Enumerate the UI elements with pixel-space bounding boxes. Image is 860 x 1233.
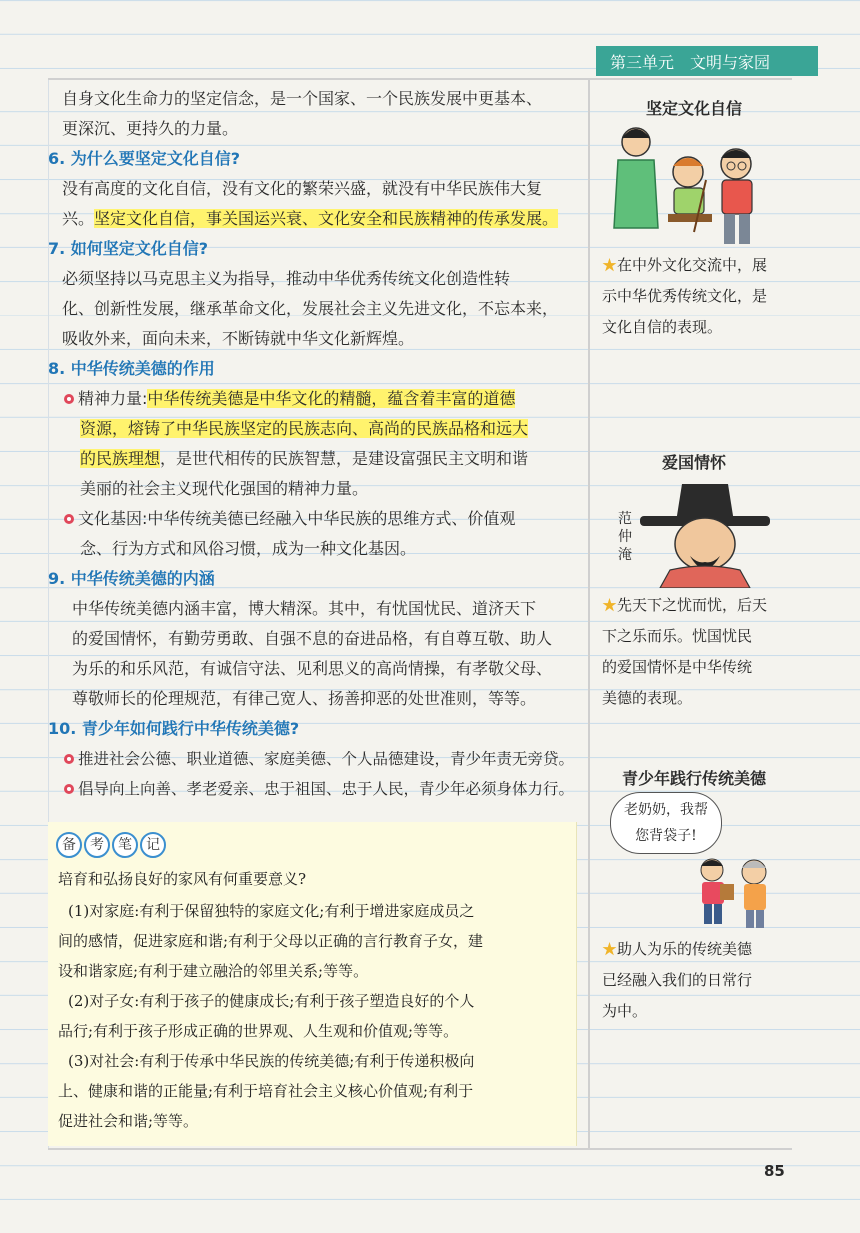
answer-line: 兴。坚定文化自信，事关国运兴衰、文化安全和民族精神的传承发展。 <box>62 209 559 228</box>
intro-line: 更深沉、更持久的力量。 <box>62 119 239 138</box>
answer-line: 的爱国情怀，有勤劳勇敢、自强不息的奋进品格，有自尊互敬、助人 <box>72 629 553 648</box>
notes-line: 品行;有利于孩子形成正确的世界观、人生观和价值观;等等。 <box>58 1022 459 1040</box>
answer-line <box>48 414 584 444</box>
notes-line: 设和谐家庭;有利于建立融洽的邻里关系;等等。 <box>58 962 369 980</box>
answer-line: 念、行为方式和风俗习惯，成为一种文化基因。 <box>80 539 417 558</box>
highlighted-text: 坚定文化自信，事关国运兴衰、文化安全和民族精神的传承发展。 <box>94 209 559 228</box>
notes-title: 备 考 笔 记 <box>56 832 168 858</box>
unit-label: 第三单元 <box>610 52 675 72</box>
page-number: 85 <box>764 1162 785 1180</box>
answer-line: 化、创新性发展，继承革命文化，发展社会主义先进文化，不忘本来， <box>62 299 559 318</box>
fan-zhongyan-portrait <box>640 478 780 588</box>
sidebar-youth-virtue <box>596 766 792 844</box>
answer-line: 没有高度的文化自信，没有文化的繁荣兴盛，就没有中华民族伟大复 <box>62 179 543 198</box>
highlighted-text: 的民族理想 <box>80 449 161 468</box>
answer-line: 的民族理想，是世代相传的民族智慧，是建设富强民主文明和谐 <box>80 449 529 468</box>
bullet-icon <box>64 514 74 524</box>
study-notes-box <box>48 822 577 1146</box>
sidebar-title: 坚定文化自信 <box>645 99 742 118</box>
bullet-icon <box>64 784 74 794</box>
question-8-title: 8. 中华传统美德的作用 <box>48 359 215 378</box>
unit-title: 文明与家园 <box>690 52 771 72</box>
notes-question: 培育和弘扬良好的家风有何重要意义? <box>58 870 307 888</box>
notes-line: 促进社会和谐;等等。 <box>58 1112 199 1130</box>
star-icon: ★ <box>602 596 618 614</box>
notes-line: (1)对家庭:有利于保留独特的家庭文化;有利于增进家庭成员之 <box>68 902 475 920</box>
star-icon: ★ <box>602 940 618 958</box>
intro-line: 自身文化生命力的坚定信念，是一个国家、一个民族发展中更基本、 <box>62 89 543 108</box>
answer-line: 为乐的和乐风范，有诚信守法、见利思义的高尚情操，有孝敬父母、 <box>72 659 553 678</box>
unit-header <box>596 46 818 76</box>
sidebar-culture-confidence <box>596 96 792 119</box>
speech-bubble: 老奶奶，我帮 您背袋子! <box>610 792 722 854</box>
notes-line: 上、健康和谐的正能量;有利于培育社会主义核心价值观;有利于 <box>58 1082 474 1100</box>
bullet-icon <box>64 394 74 404</box>
question-10-title: 10. 青少年如何践行中华传统美德? <box>48 719 300 738</box>
sidebar-title: 爱国情怀 <box>661 453 726 472</box>
figure-name: 范仲淹 <box>618 511 632 563</box>
question-6-title: 6. 为什么要坚定文化自信? <box>48 149 241 168</box>
notes-line: 间的感情，促进家庭和谐;有利于父母以正确的言行教育子女，建 <box>58 932 484 950</box>
main-column <box>48 84 584 804</box>
top-divider <box>48 78 792 80</box>
answer-line: 美丽的社会主义现代化强国的精神力量。 <box>80 479 369 498</box>
girl-helping-grandma-illustration <box>682 848 792 938</box>
answer-line: 尊敬师长的伦理规范，有律己宽人、扬善抑恶的处世准则，等等。 <box>72 689 537 708</box>
bullet-icon <box>64 754 74 764</box>
column-divider <box>588 80 590 1148</box>
answer-line: 吸收外来，面向未来，不断铸就中华文化新辉煌。 <box>62 329 415 348</box>
star-icon: ★ <box>602 256 618 274</box>
bullet-item: 精神力量:中华传统美德是中华文化的精髓，蕴含着丰富的道德 <box>48 384 584 414</box>
highlighted-text: 资源，熔铸了中华民族坚定的民族志向、高尚的民族品格和远大 <box>80 419 529 438</box>
notes-line: (2)对子女:有利于孩子的健康成长;有利于孩子塑造良好的个人 <box>68 992 475 1010</box>
question-7-title: 7. 如何坚定文化自信? <box>48 239 209 258</box>
notes-line: (3)对社会:有利于传承中华民族的传统美德;有利于传递积极向 <box>68 1052 475 1070</box>
sidebar-title: 青少年践行传统美德 <box>621 769 766 788</box>
bullet-item: 推进社会公德、职业道德、家庭美德、个人品德建设，青少年责无旁贷。 <box>48 744 584 774</box>
sidebar-caption: ★助人为乐的传统美德 已经融入我们的日常行 为中。 <box>602 940 753 1020</box>
highlighted-text: 中华传统美德是中华文化的精髓，蕴含着丰富的道德 <box>147 389 516 408</box>
bullet-item: 倡导向上向善、孝老爱亲、忠于祖国、忠于人民，青少年必须身体力行。 <box>48 774 584 804</box>
cultural-exchange-illustration <box>596 120 792 250</box>
question-9-title: 9. 中华传统美德的内涵 <box>48 569 215 588</box>
sidebar-caption: ★在中外文化交流中，展 示中华优秀传统文化，是 文化自信的表现。 <box>602 256 768 336</box>
answer-line: 中华传统美德内涵丰富，博大精深。其中，有忧国忧民、道济天下 <box>72 599 537 618</box>
answer-line: 必须坚持以马克思主义为指导，推动中华优秀传统文化创造性转 <box>62 269 511 288</box>
sidebar-patriotism <box>596 450 792 563</box>
bottom-divider <box>48 1148 792 1150</box>
sidebar-caption: ★先天下之忧而忧，后天 下之乐而乐。忧国忧民 的爱国情怀是中华传统 美德的表现。 <box>602 596 768 707</box>
bullet-item: 文化基因:中华传统美德已经融入中华民族的思维方式、价值观 <box>48 504 584 534</box>
